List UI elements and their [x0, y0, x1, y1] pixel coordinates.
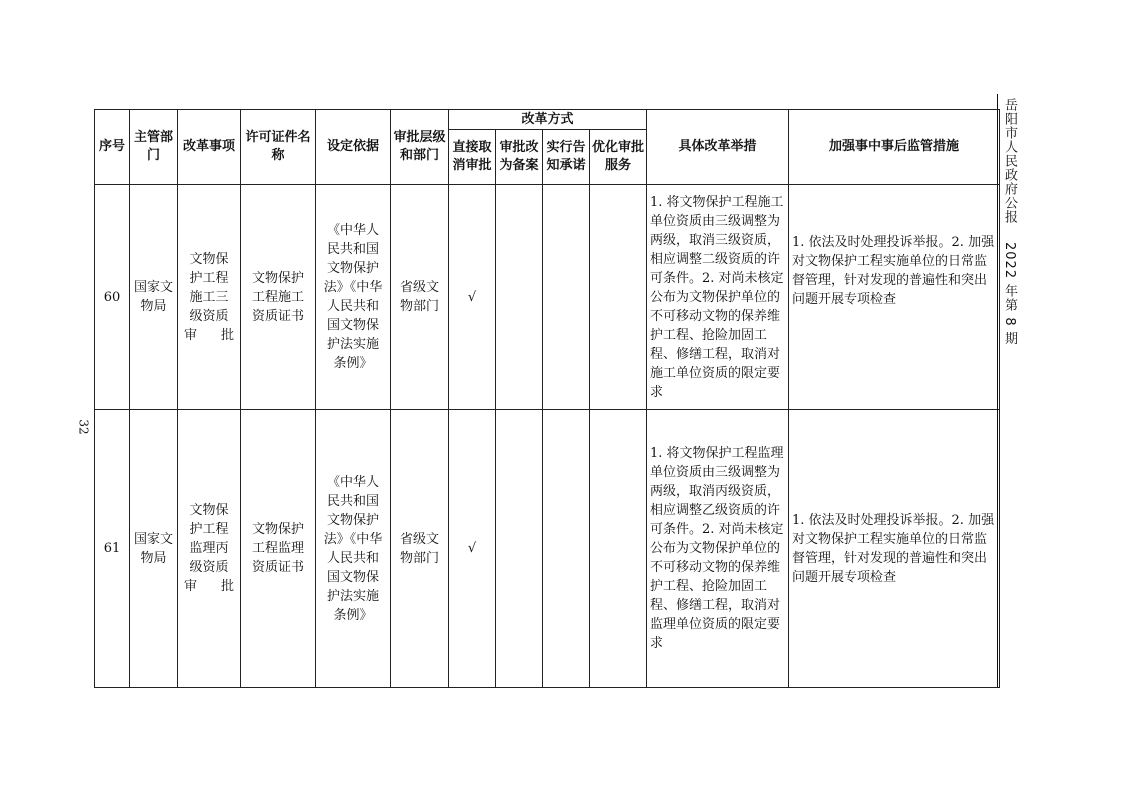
cell-optimize: [590, 185, 647, 410]
cell-optimize: [590, 410, 647, 688]
cell-no: 61: [95, 410, 130, 688]
cell-dept: 国家文物局: [130, 410, 178, 688]
cell-notify: [543, 185, 590, 410]
page-number: 32: [76, 419, 91, 435]
cell-basis: 《中华人民共和国文物保护法》《中华人民共和国文物保护法实施条例》: [316, 410, 391, 688]
col-header-supervision: 加强事中事后监管措施: [789, 110, 1000, 185]
cell-filing: [496, 410, 543, 688]
running-header: [1000, 98, 1019, 346]
cell-license: 文物保护工程施工资质证书: [241, 185, 316, 410]
cell-supervision: 1. 依法及时处理投诉举报。2. 加强对文物保护工程实施单位的日常监督管理，针对发现的普遍性和突出问题开展专项检查: [789, 410, 1000, 688]
publication-title: 岳阳市人民政府公报: [1002, 98, 1017, 224]
col-header-method-group: 改革方式: [449, 110, 647, 130]
header-row: [95, 110, 1000, 130]
col-header-no: 序号: [95, 110, 130, 185]
cell-dept: 国家文物局: [130, 185, 178, 410]
cell-notify: [543, 410, 590, 688]
cell-item: 文物保护工程施工三级资质审批: [178, 185, 241, 410]
col-header-method-filing: 审批改为备案: [496, 130, 543, 185]
col-header-method-optimize: 优化审批服务: [590, 130, 647, 185]
col-header-item: 改革事项: [178, 110, 241, 185]
cell-no: 60: [95, 185, 130, 410]
cell-level: 省级文物部门: [391, 185, 449, 410]
col-header-measures: 具体改革举措: [647, 110, 789, 185]
cell-supervision: 1. 依法及时处理投诉举报。2. 加强对文物保护工程实施单位的日常监督管理，针对发现的普遍性和突出问题开展专项检查: [789, 185, 1000, 410]
issue-label: 2022 年第 8 期: [1002, 242, 1017, 346]
col-header-method-cancel: 直接取消审批: [449, 130, 496, 185]
cell-measures: 1. 将文物保护工程监理单位资质由三级调整为两级，取消丙级资质，相应调整乙级资质的许可条件。2. 对尚未核定公布为文物保护单位的不可移动文物的保养维护工程、抢险加固工程、修缮工程，取消对监理单位资质的限定要求: [647, 410, 789, 688]
cell-license: 文物保护工程监理资质证书: [241, 410, 316, 688]
cell-basis: 《中华人民共和国文物保护法》《中华人民共和国文物保护法实施条例》: [316, 185, 391, 410]
cell-measures: 1. 将文物保护工程施工单位资质由三级调整为两级，取消三级资质，相应调整二级资质的许可条件。2. 对尚未核定公布为文物保护单位的不可移动文物的保养维护工程、抢险加固工程、修缮工程，取消对施工单位资质的限定要求: [647, 185, 789, 410]
col-header-level: 审批层级和部门: [391, 110, 449, 185]
col-header-license: 许可证件名称: [241, 110, 316, 185]
col-header-dept: 主管部门: [130, 110, 178, 185]
table-row: [95, 410, 1000, 688]
cell-filing: [496, 185, 543, 410]
cell-cancel: √: [449, 185, 496, 410]
cell-level: 省级文物部门: [391, 410, 449, 688]
col-header-basis: 设定依据: [316, 110, 391, 185]
col-header-method-notify: 实行告知承诺: [543, 130, 590, 185]
reform-table: [94, 109, 1000, 688]
cell-cancel: √: [449, 410, 496, 688]
table-row: [95, 185, 1000, 410]
cell-item: 文物保护工程监理丙级资质审批: [178, 410, 241, 688]
